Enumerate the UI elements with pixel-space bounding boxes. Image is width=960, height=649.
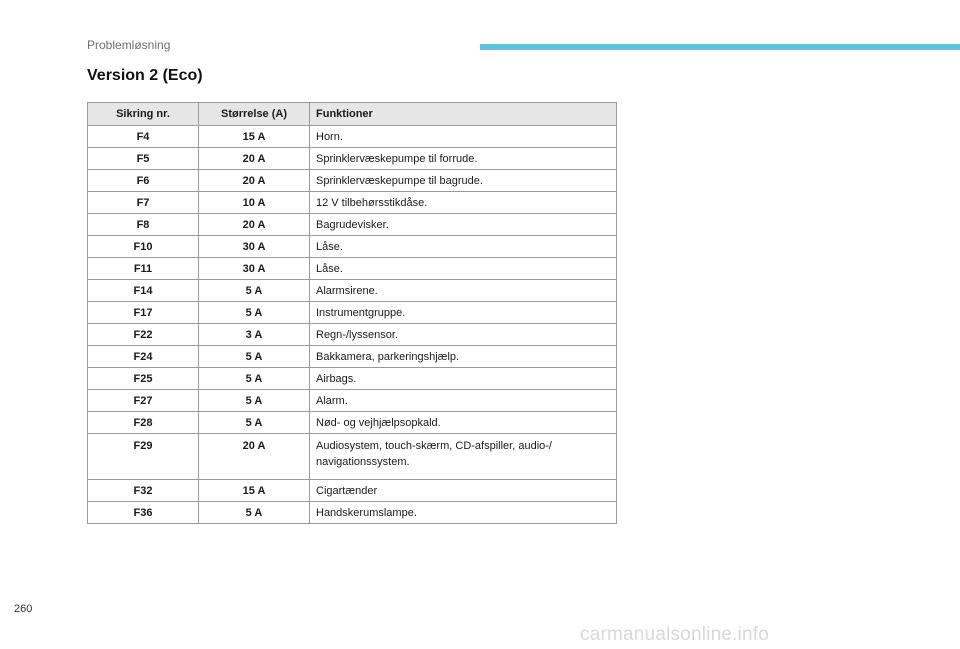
fuse-size-cell: 15 A bbox=[199, 126, 310, 148]
fuse-number-cell: F24 bbox=[88, 346, 199, 368]
fuse-function-cell: Handskerumslampe. bbox=[310, 502, 617, 524]
table-row bbox=[88, 502, 617, 524]
table-row bbox=[88, 148, 617, 170]
table-row bbox=[88, 214, 617, 236]
table-header-row bbox=[88, 103, 617, 126]
fuse-number-cell: F28 bbox=[88, 412, 199, 434]
section-label: Problemløsning bbox=[87, 38, 171, 52]
fuse-number-cell: F5 bbox=[88, 148, 199, 170]
fuse-size-cell: 5 A bbox=[199, 346, 310, 368]
fuse-size-cell: 3 A bbox=[199, 324, 310, 346]
table-row bbox=[88, 368, 617, 390]
fuse-size-cell: 5 A bbox=[199, 412, 310, 434]
header-accent-bar bbox=[480, 44, 960, 50]
fuse-function-cell: Alarm. bbox=[310, 390, 617, 412]
fuse-number-cell: F4 bbox=[88, 126, 199, 148]
fuse-table bbox=[87, 102, 617, 524]
fuse-function-cell: Bakkamera, parkeringshjælp. bbox=[310, 346, 617, 368]
fuse-function-cell: Bagrudevisker. bbox=[310, 214, 617, 236]
fuse-size-cell: 10 A bbox=[199, 192, 310, 214]
table-row bbox=[88, 126, 617, 148]
fuse-size-cell: 15 A bbox=[199, 480, 310, 502]
fuse-function-cell: Regn-/lyssensor. bbox=[310, 324, 617, 346]
table-row bbox=[88, 390, 617, 412]
fuse-number-cell: F27 bbox=[88, 390, 199, 412]
fuse-number-cell: F36 bbox=[88, 502, 199, 524]
fuse-function-cell: Airbags. bbox=[310, 368, 617, 390]
fuse-size-cell: 20 A bbox=[199, 214, 310, 236]
table-row bbox=[88, 346, 617, 368]
fuse-size-cell: 5 A bbox=[199, 390, 310, 412]
fuse-size-cell: 30 A bbox=[199, 236, 310, 258]
fuse-size-cell: 20 A bbox=[199, 434, 310, 480]
fuse-number-cell: F29 bbox=[88, 434, 199, 480]
fuse-number-cell: F14 bbox=[88, 280, 199, 302]
fuse-function-cell: Audiosystem, touch-skærm, CD-afspiller, audio-/ navigationssystem. bbox=[310, 434, 617, 480]
fuse-number-cell: F25 bbox=[88, 368, 199, 390]
fuse-size-cell: 5 A bbox=[199, 502, 310, 524]
fuse-function-cell: Sprinklervæskepumpe til bagrude. bbox=[310, 170, 617, 192]
fuse-function-cell: Horn. bbox=[310, 126, 617, 148]
table-row bbox=[88, 434, 617, 480]
table-row bbox=[88, 280, 617, 302]
column-header-size: Størrelse (A) bbox=[199, 103, 310, 126]
fuse-size-cell: 5 A bbox=[199, 302, 310, 324]
fuse-size-cell: 20 A bbox=[199, 170, 310, 192]
table-row bbox=[88, 324, 617, 346]
page-title: Version 2 (Eco) bbox=[87, 67, 203, 84]
fuse-function-cell: 12 V tilbehørsstikdåse. bbox=[310, 192, 617, 214]
fuse-number-cell: F10 bbox=[88, 236, 199, 258]
fuse-number-cell: F11 bbox=[88, 258, 199, 280]
fuse-number-cell: F32 bbox=[88, 480, 199, 502]
fuse-function-cell: Alarmsirene. bbox=[310, 280, 617, 302]
fuse-number-cell: F22 bbox=[88, 324, 199, 346]
fuse-function-cell: Sprinklervæskepumpe til forrude. bbox=[310, 148, 617, 170]
fuse-size-cell: 30 A bbox=[199, 258, 310, 280]
fuse-number-cell: F8 bbox=[88, 214, 199, 236]
fuse-function-cell: Låse. bbox=[310, 258, 617, 280]
table-row bbox=[88, 480, 617, 502]
fuse-size-cell: 5 A bbox=[199, 280, 310, 302]
fuse-size-cell: 5 A bbox=[199, 368, 310, 390]
fuse-number-cell: F7 bbox=[88, 192, 199, 214]
table-row bbox=[88, 302, 617, 324]
fuse-function-cell: Cigartænder bbox=[310, 480, 617, 502]
fuse-function-cell: Instrumentgruppe. bbox=[310, 302, 617, 324]
table-row bbox=[88, 236, 617, 258]
table-row bbox=[88, 258, 617, 280]
table-row bbox=[88, 412, 617, 434]
fuse-size-cell: 20 A bbox=[199, 148, 310, 170]
column-header-functions: Funktioner bbox=[310, 103, 617, 126]
column-header-fuse-number: Sikring nr. bbox=[88, 103, 199, 126]
page-number: 260 bbox=[14, 603, 33, 615]
table-row bbox=[88, 170, 617, 192]
fuse-number-cell: F6 bbox=[88, 170, 199, 192]
fuse-function-cell: Nød- og vejhjælpsopkald. bbox=[310, 412, 617, 434]
table-row bbox=[88, 192, 617, 214]
fuse-number-cell: F17 bbox=[88, 302, 199, 324]
watermark: carmanualsonline.info bbox=[580, 624, 770, 645]
fuse-function-cell: Låse. bbox=[310, 236, 617, 258]
